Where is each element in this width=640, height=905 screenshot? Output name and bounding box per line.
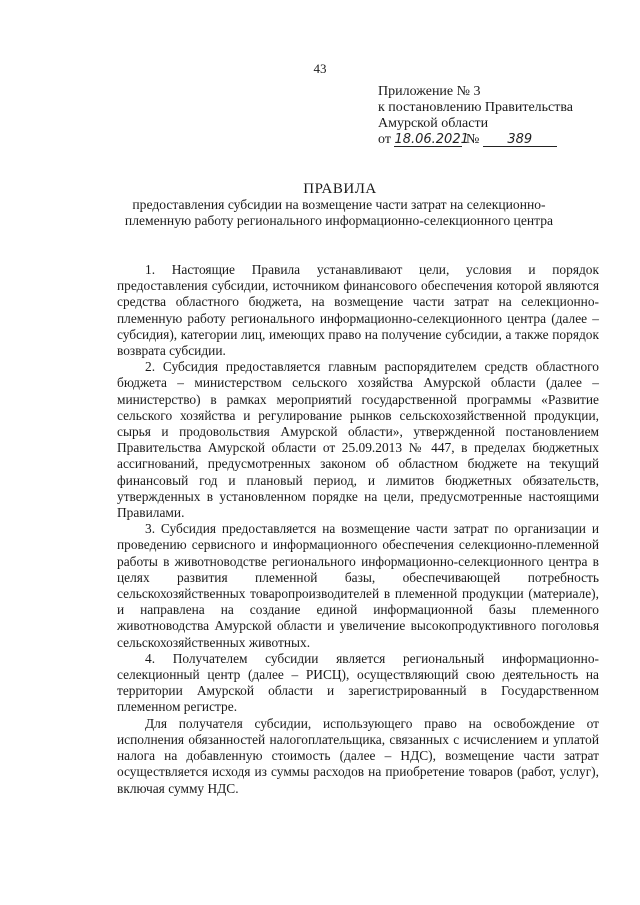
page-number: 43 (313, 61, 327, 76)
appendix-date-number (378, 132, 618, 148)
document-body (117, 262, 599, 797)
date-prefix: от (378, 132, 391, 147)
handwritten-number: 389 (483, 133, 557, 147)
number-prefix: № (465, 132, 480, 147)
paragraph-4: 4. Получателем субсидии является региональный информационно-селекционный центр (далее – РИСЦ), осуществляющий свою деятельность на территории Амурской области и зарегистрированный в Государственном племенном регистре. (117, 650, 599, 715)
paragraph-5: Для получателя субсидии, использующего право на освобождение от исполнения обязанностей налогоплательщика, связанных с исчислением и уплатой налога на добавленную стоимость (далее – НДС), возмещение части затрат осуществляется исходя из суммы расходов на приобретение товаров (работ, услуг), включая сумму НДС. (117, 715, 599, 796)
appendix-region: Амурской области (378, 116, 489, 131)
document-subtitle: предоставления субсидии на возмещение части затрат на селекционно-племенную работу регионального информационно-селекционного центра (124, 197, 554, 228)
paragraph-1: 1. Настоящие Правила устанавливают цели, условия и порядок предоставления субсидии, источником финансового обеспечения которой являются средства областного бюджета, на возмещение части затрат на селекционно-племенную работу регионального информационно-селекционного центра (далее – субсидия), категории лиц, имеющих право на получение субсидии, а также порядок возврата субсидии. (117, 262, 599, 359)
appendix-resolution: к постановлению Правительства (378, 100, 574, 115)
paragraph-3: 3. Субсидия предоставляется на возмещение части затрат по организации и проведению сервисного и информационного обеспечения селекционно-племенной работы в животноводстве регионального информационно-селекционного центра в целях развития племенной базы, обеспечивающей потребность сельскохозяйственных товаропроизводителей в племенной продукции (материале), и направлена на создание единой информационной базы племенного животноводства Амурской области и увеличение высокопродуктивного поголовья сельскохозяйственных животных. (117, 521, 599, 650)
appendix-header (378, 84, 618, 148)
handwritten-date: 18.06.2021 (394, 132, 469, 147)
paragraph-2: 2. Субсидия предоставляется главным распорядителем средств областного бюджета – министерством сельского хозяйства Амурской области (далее – министерство) в рамках мероприятий государственной программы «Развитие сельского хозяйства и регулирование рынков сельскохозяйственной продукции, сырья и продовольствия Амурской области», утвержденной постановлением Правительства Амурской области от 25.09.2013 № 447, в пределах бюджетных ассигнований, предусмотренных законом об областном бюджете на текущий финансовый год и плановый период, и лимитов бюджетных обязательств, утвержденных в установленном порядке на цели, предусмотренные настоящими Правилами. (117, 359, 599, 521)
document-title: ПРАВИЛА (303, 181, 377, 197)
appendix-title: Приложение № 3 (378, 84, 481, 99)
